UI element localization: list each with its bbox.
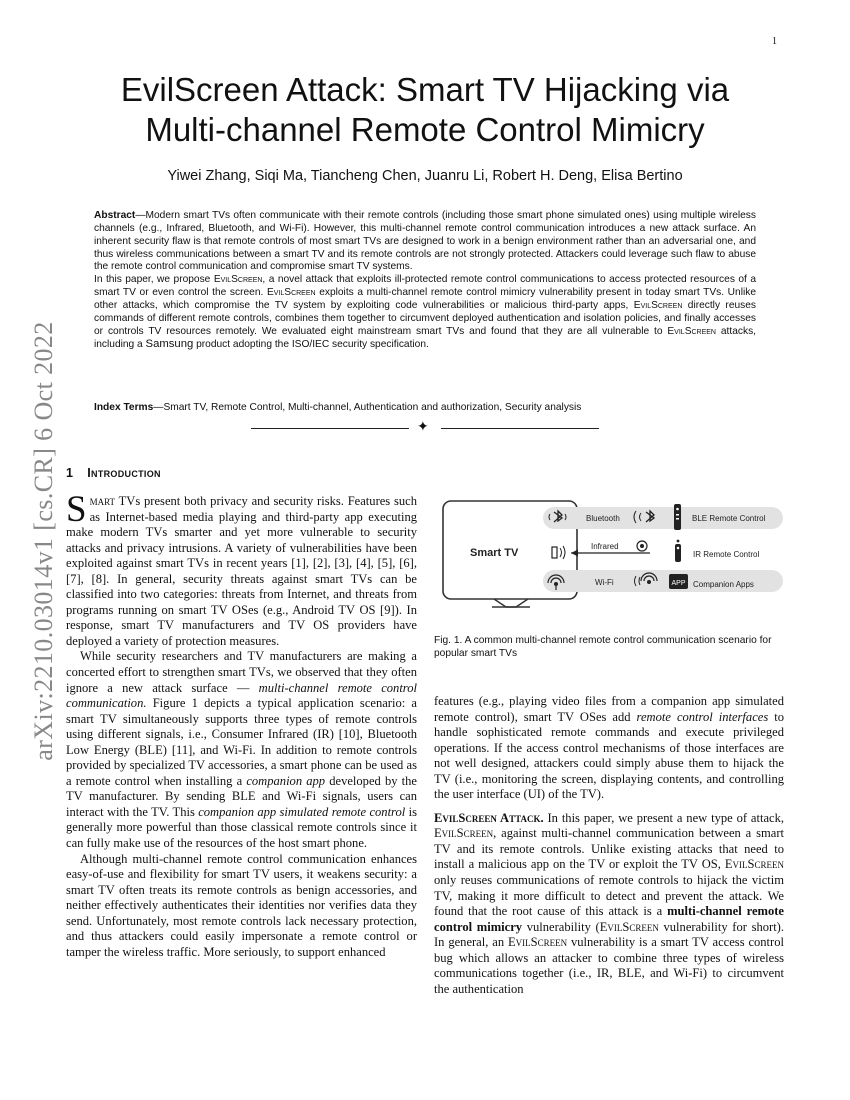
evilscreen-term: EvilScreen [667,325,716,337]
drop-cap: S [66,489,87,530]
paragraph-text: , against multi-channel communication between a smart TV and its remote controls. Unlike existing attacks that need to install a malicious app on the TV or exploit the TV OS, [434,826,784,872]
intro-paragraph-2 [66,649,417,851]
infrared-label: Infrared [591,542,619,551]
title-line-1: EvilScreen Attack: Smart TV Hijacking via [120,71,730,108]
divider-rule-right [441,428,599,429]
right-column [434,694,784,997]
evilscreen-term: EvilScreen [213,274,263,286]
title-line-2: Multi-channel Remote Control Mimicry [145,111,705,148]
divider-rule-left [251,428,409,429]
companion-app-icon [669,574,688,589]
paragraph-text: features (e.g., playing video files from a companion app simulated remote control), smart TV OSes add [434,694,784,724]
paragraph-text: is generally more powerful than those classical remote controls since it can fully make use of the resources of the host smart phone. [66,804,417,851]
paragraph-text: to handle sophisticated remote commands and execute privileged operations. If the access control mechanisms of those interfaces are not well designed, attackers could simply abuse them to hijack the TV (i.e., monitoring the screen, displaying contents, and controlling the user interface (UI) of the TV). [434,709,784,802]
abstract-text: product adopting the ISO/IEC security specification. [193,339,429,351]
paragraph-text: TVs present both privacy and security risks. Features such as Internet-based media playing and third-party app executing make modern TVs smarter and yet more vulnerable to security attacks and privacy intrusions. A variety of vulnerabilities have been exploited against smart TVs in recent years [1], [2], [3], [4], [5], [6], [7], [8]. In general, security threats against smart TVs can be classified into two categories: threats from Internet, and threats from programs running on smart TV OSes (e.g., Android TV OS [9]). In response, smart TV manufacturers and TV OS providers have deployed a variety of protection measures. [66,494,417,648]
abstract-text: In this paper, we propose [94,274,214,286]
tv-label: Smart TV [470,547,519,559]
intro-paragraph-1 [66,489,417,649]
figure-caption: Fig. 1. A common multi-channel remote control communication scenario for popular smart TVs [434,635,772,659]
paragraph-text: only reuses communications of remote controls to hijack the victim TV, making it more difficult to detect and prevent the attack. We found that the root cause of this attack is a [434,873,784,919]
abstract-paragraph-1 [94,210,756,274]
index-terms-label: Index Terms [94,402,154,413]
evilscreen-term: EvilScreen [434,826,494,841]
index-terms [94,401,756,414]
italic-term: companion app simulated remote control [198,804,406,819]
bold-term: multi-channel remote control mimicry [434,904,784,934]
paragraph-text: While security researchers and TV manufacturers are making a concerted effort to strengthen smart TVs, we observed that they often ignore a new attack surface — [66,649,417,695]
evilscreen-term: EvilScreen [724,857,784,872]
bluetooth-label: Bluetooth [586,514,620,523]
evilscreen-term: EvilScreen [266,287,316,299]
divider-diamond-icon: ✦ [417,420,429,435]
italic-term: multi-channel remote control communication. [66,680,417,711]
wifi-label: Wi-Fi [595,578,614,587]
intro-paragraph-3: Although multi-channel remote control communication enhances easy-of-use and flexibility for smart TV users, it weakens security: a smart TV often treats its remote controls as benign accessories, and neither effectively authenticates their identities nor verifies data they send. Unfortunately, most remote controls lack necessary protection, and thus attackers could easily impersonate a remote control or tamper the wireless traffic. More seriously, to support enhanced [66,851,417,959]
arxiv-stamp: arXiv:2210.03014v1 [cs.CR] 6 Oct 2022 [29,321,58,761]
index-terms-text: —Smart TV, Remote Control, Multi-channel, Authentication and authorization, Security analysis [153,402,582,413]
italic-term: remote control interfaces [636,709,769,724]
ir-remote-icon [675,540,681,562]
smallcaps-word: mart [89,494,116,508]
app-badge-text: APP [671,580,686,587]
italic-term: companion app [246,773,326,788]
paragraph-text: vulnerability is a smart TV access control bug which allows an attacker to combine three types of wireless communications together (i.e., IR, BLE, and Wi-Fi) to circumvent the authentication [434,935,784,996]
section-title: Introduction [87,466,161,480]
paragraph-heading: EvilScreen Attack. [434,810,544,825]
right-paragraph-2 [434,811,784,998]
paragraph-text: In this paper, we present a new type of attack, [543,810,784,825]
evilscreen-term: EvilScreen [633,299,683,311]
paper-title [60,70,790,150]
abstract [94,210,756,352]
abstract-text: directly reuses commands of different remote controls, combines them together to circumvent deployed authentication and isolation policies, and finally accesses or controls TV resources remotely. We evaluated eight mainstream smart TVs and found that they are all vulnerable to [94,299,757,337]
page-number: 1 [772,36,777,47]
abstract-label: Abstract [94,210,136,221]
evilscreen-term: EvilScreen [507,935,568,950]
author-list: Yiwei Zhang, Siqi Ma, Tiancheng Chen, Juanru Li, Robert H. Deng, Elisa Bertino [167,168,683,184]
paragraph-text: vulnerability for short). In general, an [434,919,784,950]
section-heading [66,466,161,480]
ble-remote-label: BLE Remote Control [692,514,766,523]
companion-apps-label: Companion Apps [693,580,754,589]
figure-1 [438,495,788,615]
abstract-paragraph-2 [94,274,756,352]
paragraph-text: Figure 1 depicts a typical application scenario: a smart TV simultaneously supports three types of remote controls using different signals, i.e., Consumer Infrared (IR) [10], Bluetooth Low Energy (BLE) [11], and Wi-Fi. In addition to remote controls provided by specialized TV accessories, a smart phone can be used as a remote control when installing a [66,696,417,788]
abstract-text-1: —Modern smart TVs often communicate with their remote controls (including those smart phone simulated ones) using multiple wireless channels (e.g., Infrared, Bluetooth, and Wi-Fi). However, this multi-channel remote control communication introduces a new attack surface. An inherent security flaw is that remote controls of most smart TVs are designed to work in a benign environment rather than an adversarial one, and thus wireless communications between a smart TV and its remote controls are not strongly protected. Attackers could leverage such flaw to abuse the remote control communication and compromise smart TV systems. [94,210,756,273]
ble-remote-icon [674,504,681,530]
evilscreen-term: EvilScreen [599,919,659,934]
abstract-text: exploits a multi-channel remote control mimicry vulnerability present in today smart TVs. Unlike other attacks, which compromise the TV system by exploiting code vulnerabilities or malicious third-party apps, [94,287,756,311]
abstract-text: , a novel attack that exploits ill-protected remote control communications to access protected resources of a smart TV or even control the screen. [94,274,756,299]
left-column [66,489,417,960]
right-paragraph-1 [434,694,784,803]
abstract-text: attacks, including a [94,325,756,351]
section-number: 1 [66,466,74,480]
ir-remote-label: IR Remote Control [693,550,760,559]
remote-infrared-icon [637,541,647,551]
paragraph-text: vulnerability ( [522,919,600,934]
samsung-term: Samsung [145,338,194,351]
paragraph-text: developed by the TV manufacturer. By sending BLE and Wi-Fi signals, users can interact with the TV. This [66,773,417,819]
tv-stand [494,599,528,607]
